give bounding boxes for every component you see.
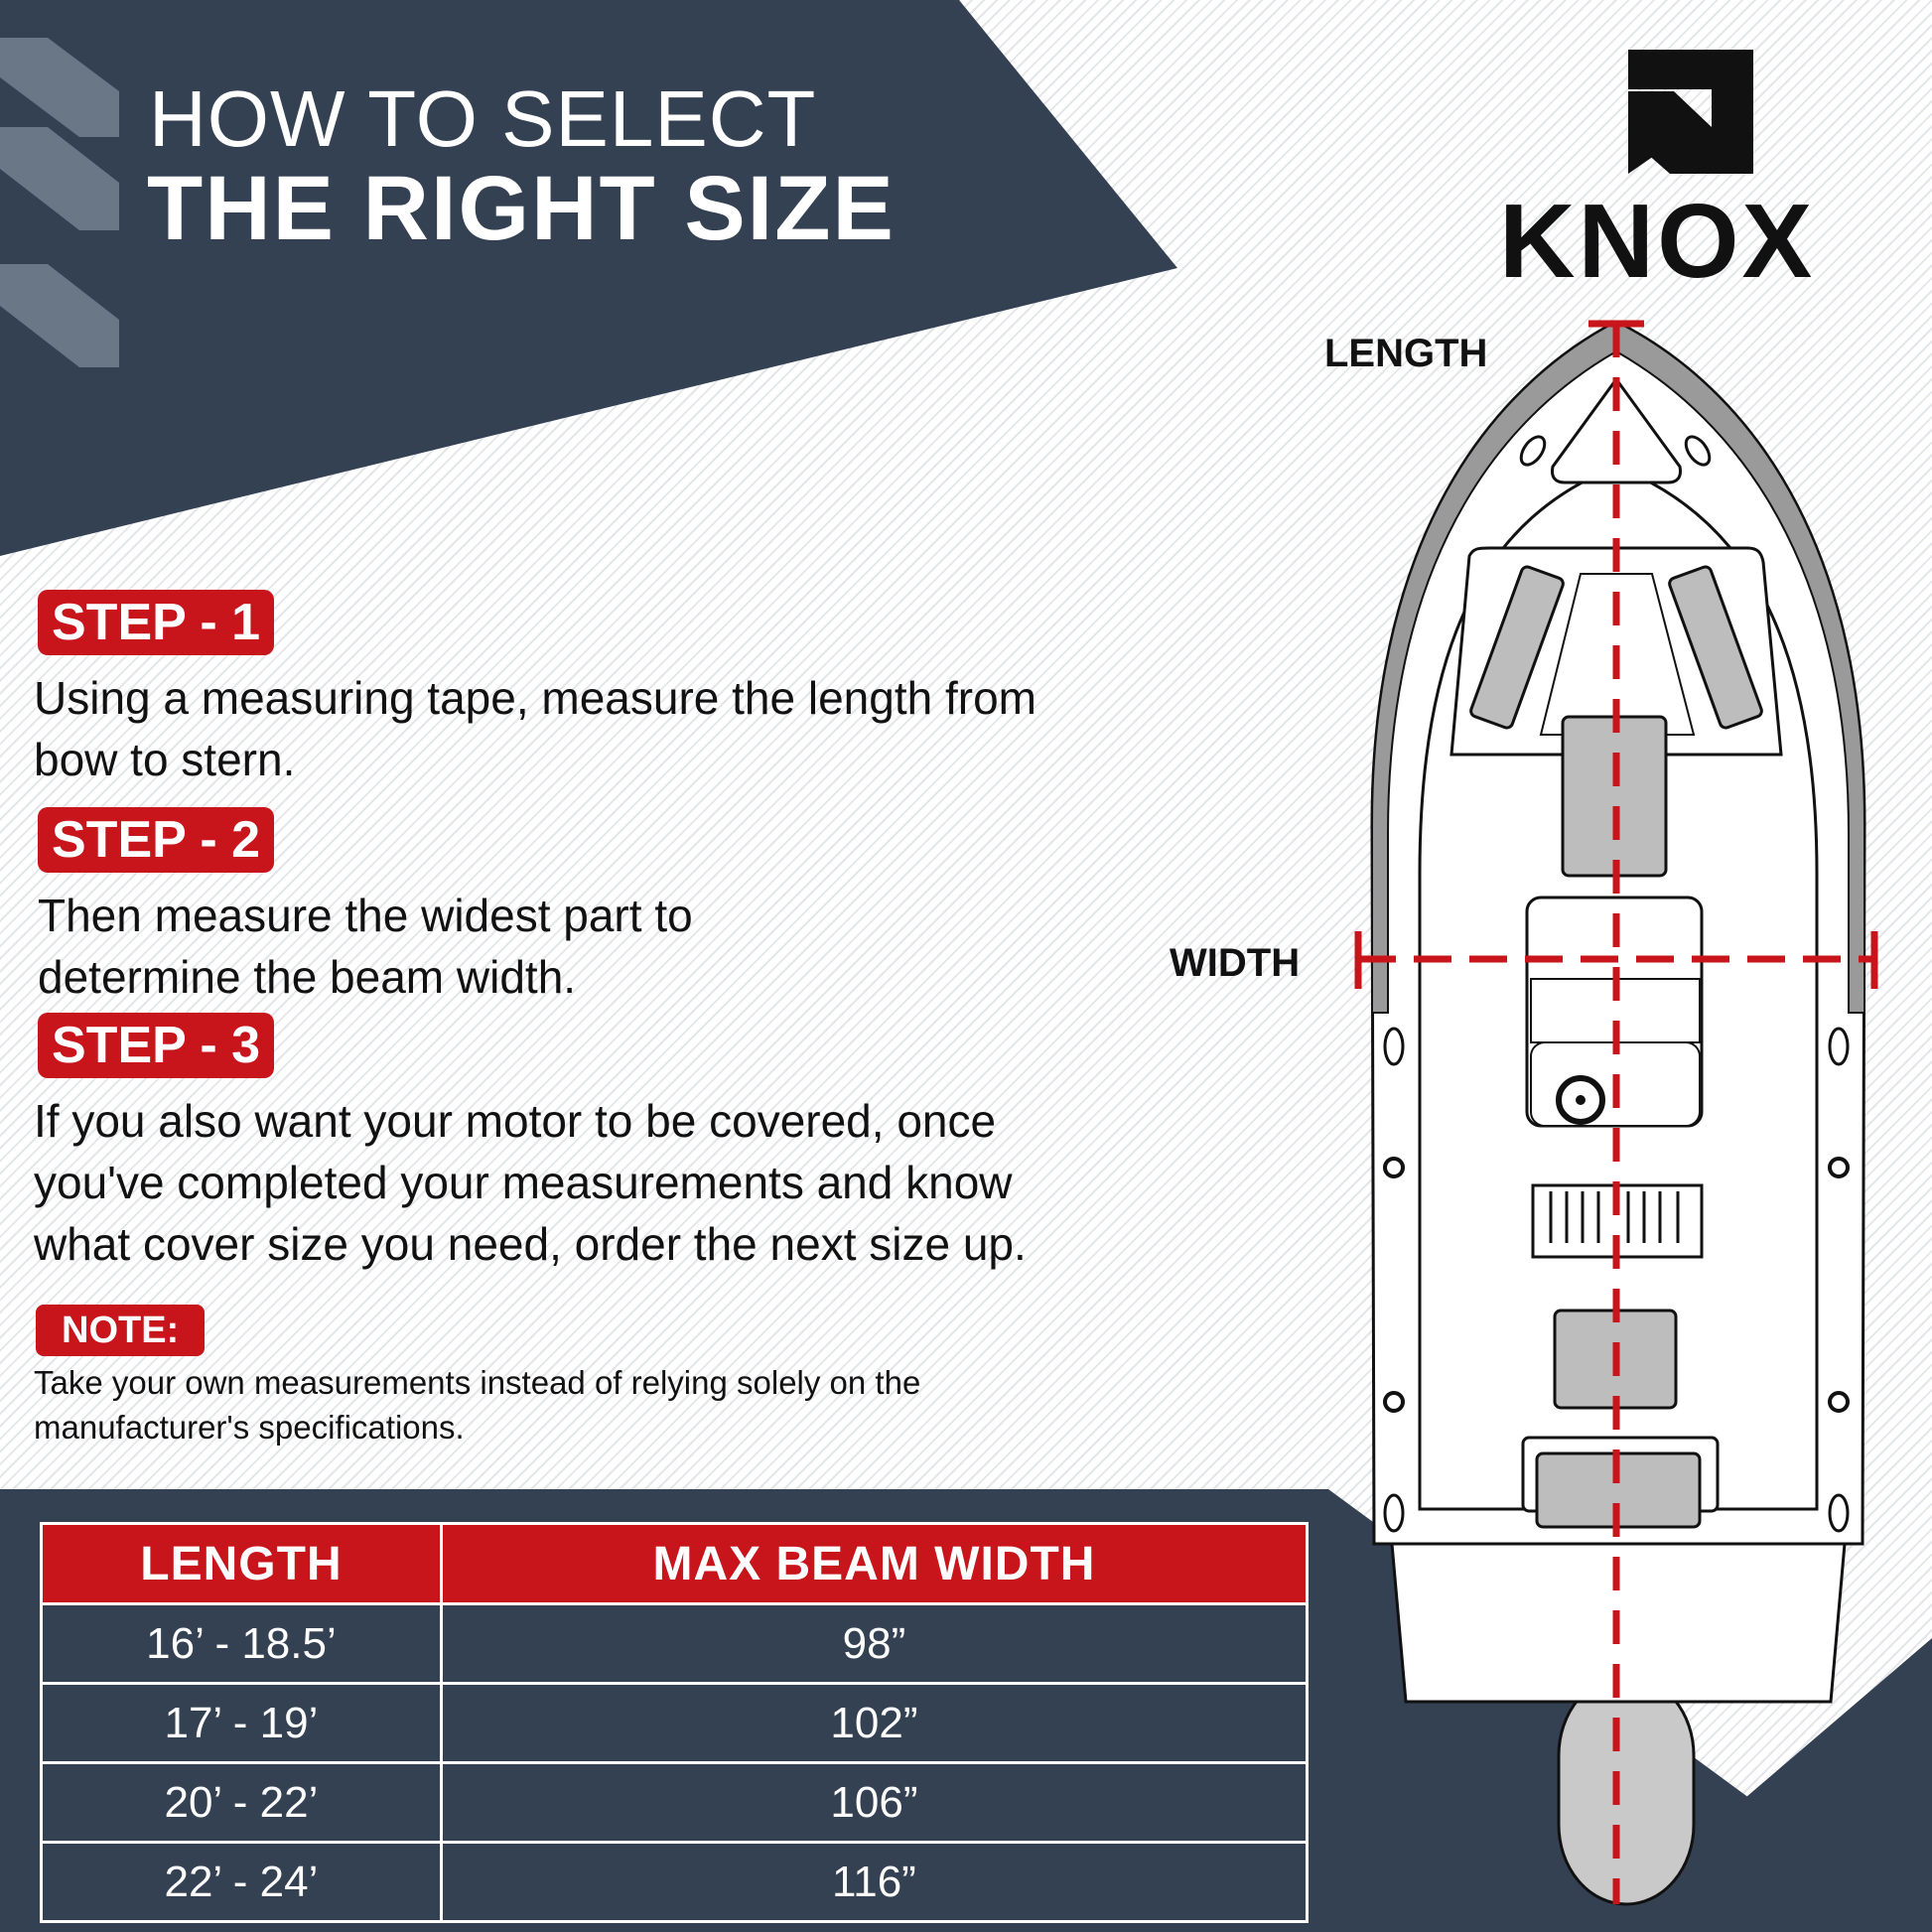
- step-1-line: Using a measuring tape, measure the length from: [34, 672, 1036, 724]
- step-3-line: what cover size you need, order the next size up.: [34, 1218, 1027, 1270]
- side-fitting-icon: [1830, 1393, 1848, 1411]
- header-max-beam-width: MAX BEAM WIDTH: [441, 1524, 1307, 1604]
- step-1-badge: STEP - 1: [38, 590, 274, 655]
- note-badge: NOTE:: [36, 1305, 205, 1356]
- note-line: manufacturer's specifications.: [34, 1409, 465, 1446]
- step-2-line: determine the beam width.: [38, 951, 577, 1003]
- cell-length: 16’ - 18.5’: [42, 1604, 442, 1684]
- side-cleat-icon: [1385, 1495, 1403, 1531]
- outboard-motor: [1559, 1676, 1694, 1904]
- step-3-line: If you also want your motor to be covered, once: [34, 1095, 997, 1147]
- step-3-line: you've completed your measurements and know: [34, 1157, 1013, 1208]
- side-fitting-icon: [1385, 1393, 1403, 1411]
- cell-beam-width: 98”: [441, 1604, 1307, 1684]
- note-line: Take your own measurements instead of relying solely on the: [34, 1364, 921, 1401]
- side-fitting-icon: [1830, 1159, 1848, 1176]
- length-label: LENGTH: [1324, 332, 1488, 375]
- step-3-badge: STEP - 3: [38, 1013, 274, 1078]
- title-line-2: THE RIGHT SIZE: [147, 158, 896, 259]
- cell-length: 22’ - 24’: [42, 1843, 442, 1922]
- side-cleat-icon: [1830, 1495, 1848, 1531]
- brand-name: KNOX: [1499, 183, 1816, 300]
- side-fitting-icon: [1385, 1159, 1403, 1176]
- cell-beam-width: 102”: [441, 1684, 1307, 1763]
- header-length: LENGTH: [42, 1524, 442, 1604]
- step-2-badge: STEP - 2: [38, 807, 274, 873]
- cell-beam-width: 106”: [441, 1763, 1307, 1843]
- cell-length: 20’ - 22’: [42, 1763, 442, 1843]
- title-line-1: HOW TO SELECT: [149, 74, 817, 163]
- side-cleat-icon: [1830, 1029, 1848, 1064]
- step-2-line: Then measure the widest part to: [38, 890, 693, 941]
- cell-beam-width: 116”: [441, 1843, 1307, 1922]
- storage-hatch: [1563, 717, 1666, 876]
- step-1-line: bow to stern.: [34, 734, 296, 785]
- side-cleat-icon: [1385, 1029, 1403, 1064]
- width-label: WIDTH: [1170, 941, 1301, 985]
- cell-length: 17’ - 19’: [42, 1684, 442, 1763]
